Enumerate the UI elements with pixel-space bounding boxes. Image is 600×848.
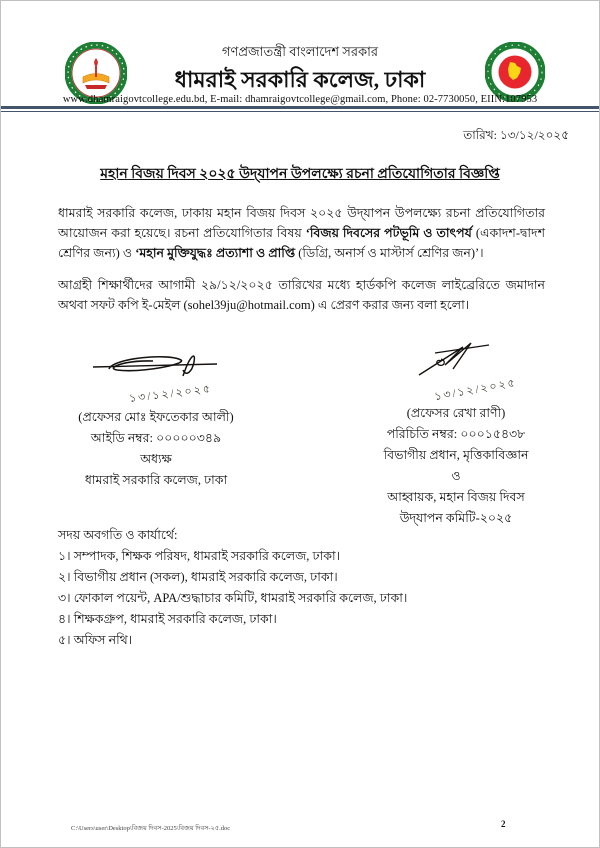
contact-line: www.dhamraigovtcollege.edu.bd, E-mail: dhamraigovtcollege@gmail.com, Phone: 02-7730050, EIIN:107953 — [62, 94, 538, 105]
page-number: 2 — [501, 819, 506, 829]
convener-designation-2: ও — [451, 469, 461, 483]
para1-text-3: (ডিগ্রি, অনার্স ও মাস্টার্স শ্রেণির জন)’। — [295, 246, 484, 260]
body-paragraph-2: আগ্রহী শিক্ষার্থীদের আগামী ২৯/১২/২০২৫ তারিখের মধ্যে হার্ডকপি কলেজ লাইব্রেরিতে জমাদান অথবা সফট কপি ই-মেইল (sohel39ju@hotmail.com) এ প্রেরণ করার জন্য বলা হলো। — [58, 278, 545, 312]
body-paragraph-1 — [58, 203, 545, 263]
signature-block-principal — [56, 349, 256, 491]
para1-text-2: (একাদশ-দ্বাদশ শ্রেণির জন্য) ও — [58, 226, 545, 260]
principal-id: আইডি নম্বর: ০০০০০৩৪৯ — [90, 431, 222, 445]
para1-text: ধামরাই সরকারি কলেজ, ঢাকায় মহান বিজয় দিবস ২০২৫ উদ্‌যাপন উপলক্ষ্যে রচনা প্রতিযোগিতার আয়োজন করা হয়েছে। রচনা প্রতিযোগিতার বিষয় — [58, 206, 545, 240]
notice-title: মহান বিজয় দিবস ২০২৫ উদ্‌যাপন উপলক্ষ্যে রচনা প্রতিযোগিতার বিজ্ঞপ্তি — [100, 167, 500, 182]
convener-handwritten-date: ১৩/১২/২০২৫ — [433, 376, 518, 404]
convener-id: পরিচিতি নম্বর: ০০০১৫৪৩৮ — [386, 427, 526, 441]
principal-handwritten-date: ১৩/১২/২০২৫ — [128, 382, 214, 406]
list-item: ৫। অফিস নথি। — [58, 633, 133, 647]
distribution-heading: সদয় অবগতি ও কার্যার্থে: — [58, 528, 178, 542]
convener-designation-1: বিভাগীয় প্রধান, মৃত্তিকাবিজ্ঞান — [383, 448, 529, 462]
principal-organization: ধামরাই সরকারি কলেজ, ঢাকা — [84, 473, 228, 487]
convener-signature-icon — [401, 339, 511, 379]
college-name: ধামরাই সরকারি কলেজ, ঢাকা — [174, 67, 426, 92]
principal-designation: অধ্যক্ষ — [140, 452, 172, 466]
header-rule-thick — [1, 106, 600, 109]
principal-signature-icon — [91, 349, 221, 383]
distribution-list — [58, 525, 545, 651]
principal-name: (প্রফেসর মোঃ ইফতেকার আলী) — [78, 410, 234, 424]
header-rule-thin — [1, 111, 600, 112]
list-item: ২। বিভাগীয় প্রধান (সকল), ধামরাই সরকারি কলেজ, ঢাকা। — [58, 570, 338, 584]
list-item: ১। সম্পাদক, শিক্ষক পরিষদ, ধামরাই সরকারি কলেজ, ঢাকা। — [58, 549, 341, 563]
government-line: গণপ্রজাতন্ত্রী বাংলাদেশ সরকার — [221, 44, 379, 59]
convener-designation-3: আহ্বায়ক, মহান বিজয় দিবস — [387, 490, 525, 504]
convener-designation-4: উদ্‌যাপন কমিটি-২০২৫ — [399, 511, 513, 525]
list-item: ৩। ফোকাল পয়েন্ট, APA/শুদ্ধাচার কমিটি, ধামরাই সরকারি কলেজ, ঢাকা। — [58, 591, 408, 605]
signature-block-convener — [356, 339, 556, 529]
convener-name: (প্রফেসর রেখা রাণী) — [406, 406, 506, 420]
date-line: তারিখ: ১৩/১২/২০২৫ — [463, 128, 569, 142]
footer-file-path: C:\Users\user\Desktop\বিজয় দিবস-2025\বিজয় দিবস-২৫.doc — [71, 825, 231, 832]
para1-topic-1: ‘বিজয় দিবসের পটভূমি ও তাৎপর্য — [305, 226, 472, 240]
list-item: ৪। শিক্ষকগ্রুপ, ধামরাই সরকারি কলেজ, ঢাকা। — [58, 612, 277, 626]
para1-topic-2: ‘মহান মুক্তিযুদ্ধঃ প্রত্যাশা ও প্রাপ্তি — [135, 246, 296, 260]
